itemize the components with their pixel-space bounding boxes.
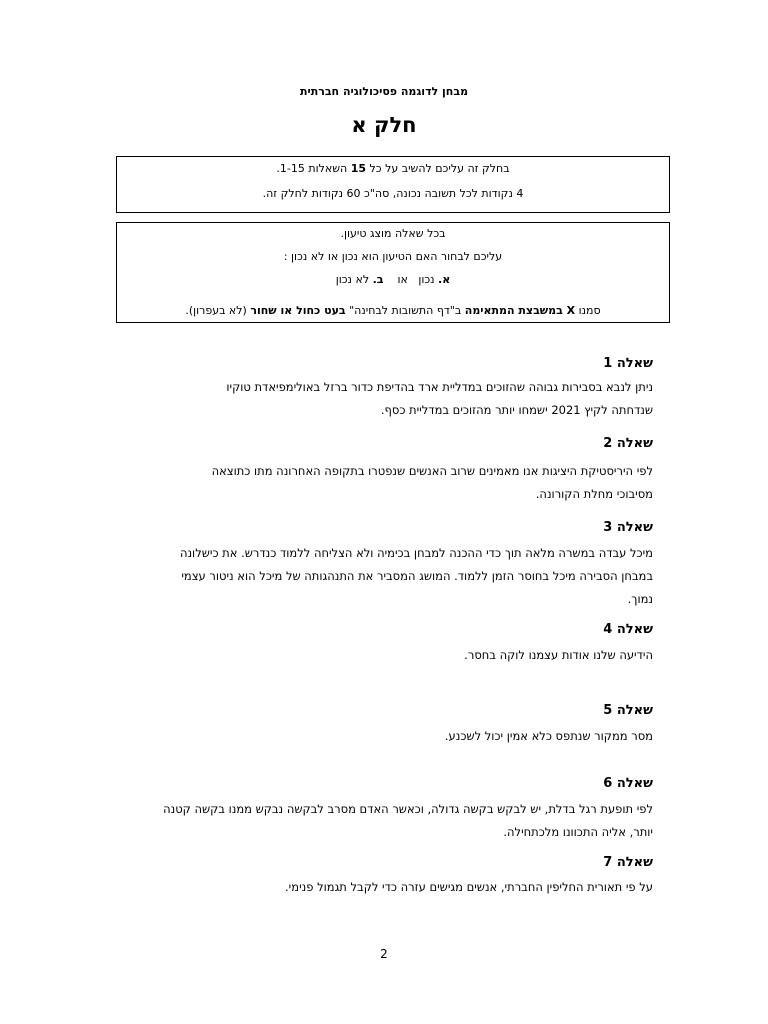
question-6-title: שאלה 6 bbox=[603, 776, 653, 791]
question-6-text bbox=[113, 798, 653, 844]
question-1-text bbox=[113, 376, 653, 422]
option-a-text: נכון bbox=[418, 273, 435, 286]
option-b-letter: ב. bbox=[372, 273, 384, 286]
question-text-line: מסר ממקור שנתפס כלא אמין יכול לשכנע. bbox=[444, 729, 653, 743]
question-7-title: שאלה 7 bbox=[603, 855, 653, 870]
question-count: 15 bbox=[350, 162, 367, 175]
question-text-line: ניתן לנבא בסבירות גבוהה שהזוכים במדליית ארד בהדיפת כדור ברזל באולימפיאדת טוקיו bbox=[226, 380, 653, 394]
question-3-title: שאלה 3 bbox=[603, 520, 653, 535]
option-b-text: לא נכון bbox=[335, 273, 370, 286]
marking-instruction: סמנו X במשבצת המתאימה ב"דף התשובות לבחינה" בעט כחול או שחור (לא בעפרון). bbox=[185, 304, 601, 317]
question-7-text bbox=[113, 876, 653, 899]
exam-title: מבחן לדוגמה פסיכולוגיה חברתית bbox=[299, 85, 469, 98]
question-text-line: הידיעה שלנו אודות עצמנו לוקה בחסר. bbox=[464, 648, 653, 662]
question-2-text bbox=[113, 460, 653, 506]
format-line-1: בכל שאלה מוצג טיעון. bbox=[340, 227, 446, 240]
question-3-text bbox=[113, 542, 653, 611]
format-line-2: עליכם לבחור האם הטיעון הוא נכון או לא נכון : bbox=[283, 250, 503, 263]
question-text-line: על פי תאורית החליפין החברתי, אנשים מגישים עזרה כדי לקבל תגמול פנימי. bbox=[285, 880, 653, 894]
instructions-line-2: 4 נקודות לכל תשובה נכונה, סה"כ 60 נקודות לחלק זה. bbox=[262, 187, 524, 200]
option-a-letter: א. bbox=[438, 273, 451, 286]
question-text-line: מסיבוכי מחלת הקורונה. bbox=[535, 487, 653, 501]
question-text-line: לפי תופעת רגל בדלת, יש לבקש בקשה גדולה, וכאשר האדם מסרב לבקשה נבקש ממנו בקשה קטנה bbox=[163, 802, 653, 816]
question-5-title: שאלה 5 bbox=[603, 703, 653, 718]
or-word: או bbox=[397, 273, 408, 286]
question-text-line: במבחן הסבירה מיכל בחוסר הזמן ללמוד. המושג המסביר את התנהגותה של מיכל הוא ניטור עצמי bbox=[181, 569, 653, 583]
answer-options bbox=[117, 273, 669, 286]
question-4-title: שאלה 4 bbox=[603, 622, 653, 637]
question-5-text bbox=[113, 725, 653, 748]
page-number: 2 bbox=[380, 947, 388, 961]
instructions-box bbox=[116, 156, 670, 213]
part-title: חלק א bbox=[351, 113, 417, 137]
format-box bbox=[116, 222, 670, 323]
question-1-title: שאלה 1 bbox=[603, 356, 653, 371]
question-text-line: נמוך. bbox=[627, 592, 653, 606]
instructions-line-1: בחלק זה עליכם להשיב על כל 15 השאלות 1-15. bbox=[276, 162, 510, 175]
question-text-line: לפי היריסטיקת היציגות אנו מאמינים שרוב האנשים שנפטרו בתקופה האחרונה מתו כתוצאה bbox=[211, 464, 653, 478]
question-text-line: מיכל עבדה במשרה מלאה תוך כדי ההכנה למבחן בכימיה ולא הצליחה ללמוד כנדרש. את כישלונה bbox=[179, 546, 653, 560]
question-4-text bbox=[113, 644, 653, 667]
question-text-line: שנדחתה לקיץ 2021 ישמחו יותר מהזוכים במדליית כסף. bbox=[380, 403, 653, 417]
question-2-title: שאלה 2 bbox=[603, 436, 653, 451]
question-text-line: יותר, אליה התכוונו מלכתחילה. bbox=[503, 825, 653, 839]
